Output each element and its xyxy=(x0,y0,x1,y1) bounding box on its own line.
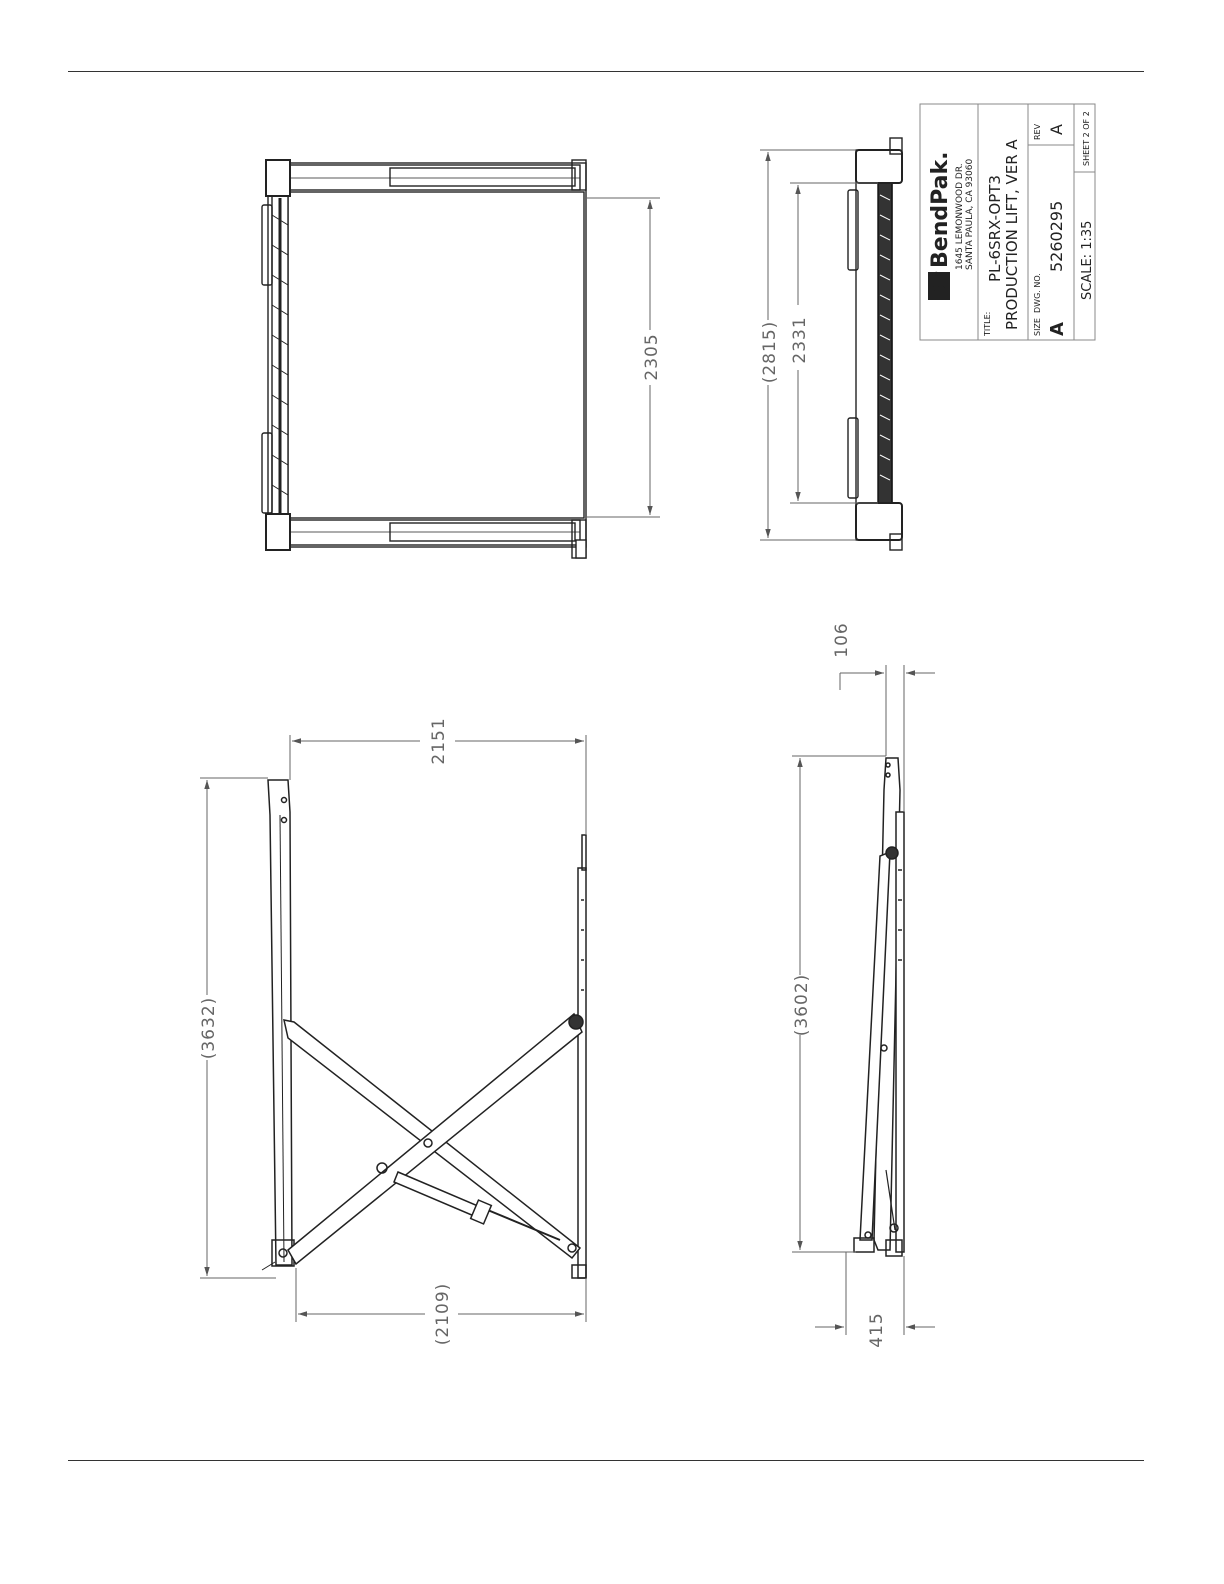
top-view xyxy=(262,160,586,558)
dim-label-415: 415 xyxy=(867,1312,887,1348)
size-label: SIZE xyxy=(1033,318,1042,336)
title-block xyxy=(920,104,1095,340)
logo-name: BendPak. xyxy=(928,151,953,268)
front-view xyxy=(854,758,904,1256)
title-line-2: PRODUCTION LIFT, VER A xyxy=(1003,139,1021,330)
dim-label-3602: (3602) xyxy=(792,973,812,1037)
sheet-label: SHEET 2 OF 2 xyxy=(1082,111,1091,166)
end-view xyxy=(848,138,902,550)
side-view xyxy=(262,780,586,1278)
dim-label-2305: 2305 xyxy=(642,333,662,381)
dim-label-2331: 2331 xyxy=(790,316,810,364)
rev-label: REV xyxy=(1033,123,1042,140)
title-line-1: PL-6SRX-OPT3 xyxy=(986,175,1004,282)
dim-label-2815: (2815) xyxy=(760,320,780,384)
dim-label-3632: (3632) xyxy=(199,996,219,1060)
dim-label-2109: (2109) xyxy=(433,1282,453,1346)
logo-initials: BP xyxy=(929,271,950,298)
address-line-2: SANTA PAULA, CA 93060 xyxy=(965,158,975,270)
dwg-label: DWG. NO. xyxy=(1033,273,1042,313)
address-line-1: 1645 LEMONWOOD DR. xyxy=(955,163,965,270)
rev-value: A xyxy=(1047,124,1066,135)
size-value: A xyxy=(1047,322,1068,336)
title-label: TITLE: xyxy=(983,311,992,336)
dim-label-2151: 2151 xyxy=(429,717,449,765)
dim-label-106: 106 xyxy=(832,622,852,658)
scale-label: SCALE: 1:35 xyxy=(1080,220,1095,300)
dwg-value: 5260295 xyxy=(1047,200,1066,272)
